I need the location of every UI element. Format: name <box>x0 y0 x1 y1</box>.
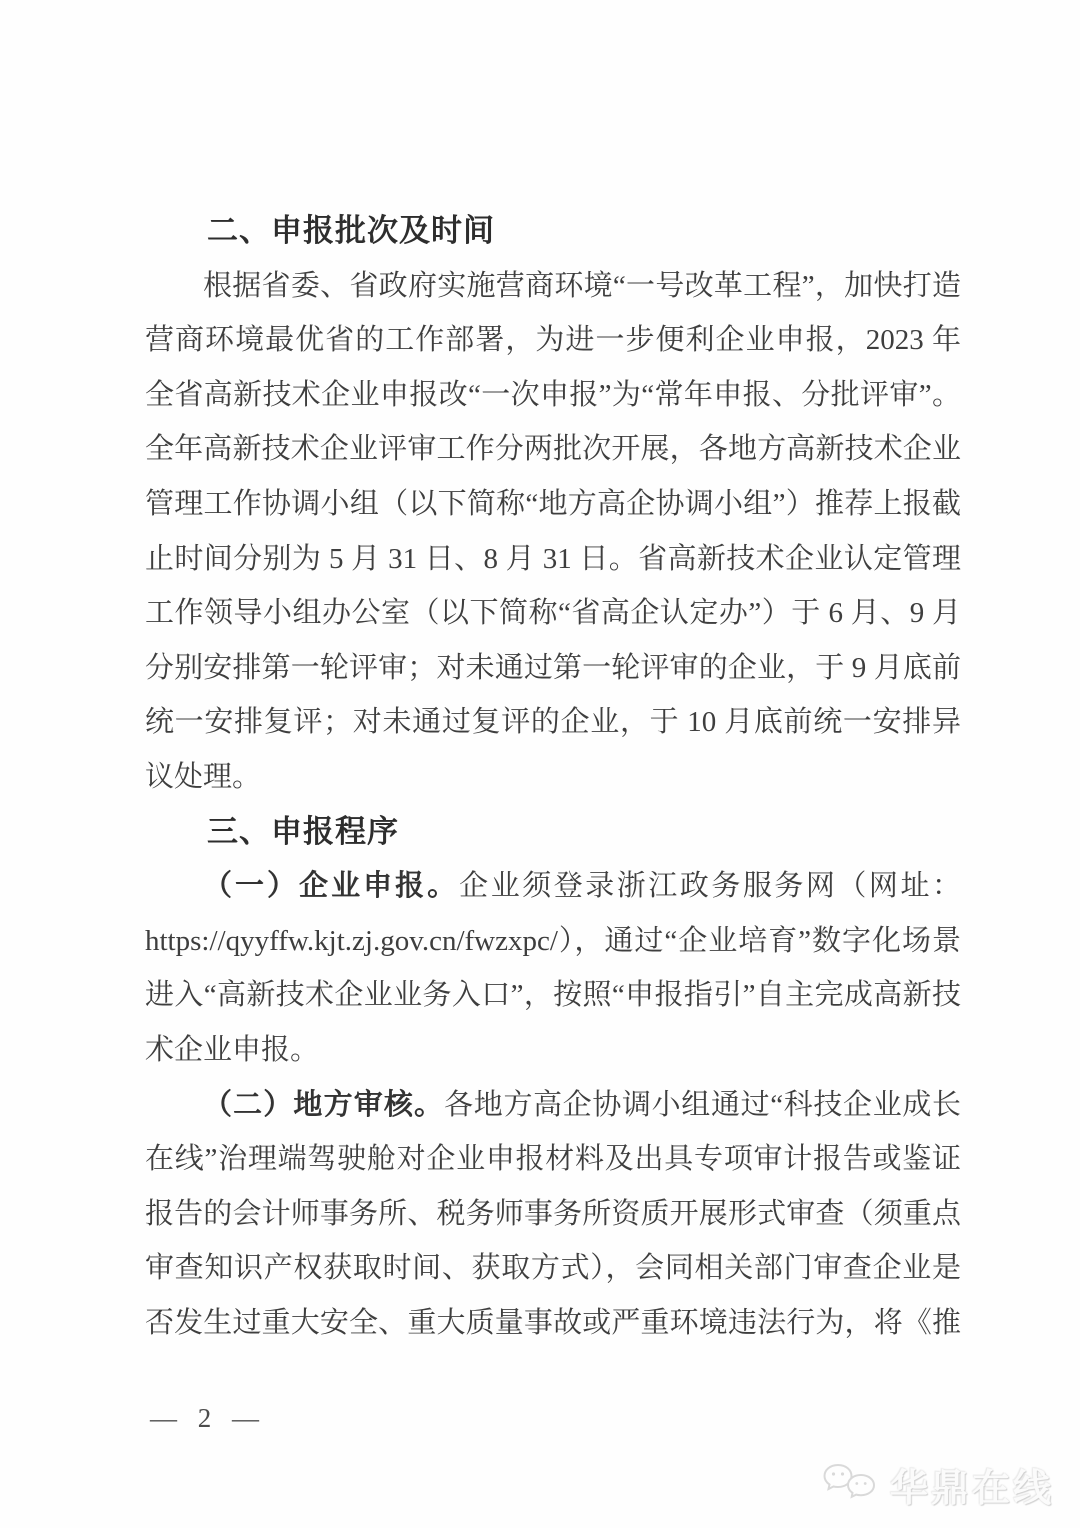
paragraph-line <box>145 859 961 914</box>
wechat-chat-bubbles-icon <box>822 1462 880 1508</box>
watermark <box>822 1457 1054 1512</box>
paragraph-line: 在线”治理端驾驶舱对企业申报材料及出具专项审计报告或鉴证 <box>145 1143 961 1176</box>
paragraph-line: 根据省委、省政府实施营商环境“一号改革工程”，加快打造 <box>203 269 961 302</box>
paragraph-line: 否发生过重大安全、重大质量事故或严重环境违法行为，将《推 <box>145 1306 961 1339</box>
paragraph-line: 术企业申报。 <box>145 1033 320 1066</box>
paragraph-line: 营商环境最优省的工作部署，为进一步便利企业申报，2023 年 <box>145 324 961 357</box>
page-number: — 2 — <box>150 1403 261 1433</box>
paragraph-line: 全省高新技术企业申报改“一次申报”为“常年申报、分批评审”。 <box>145 378 961 411</box>
paragraph-line: 工作领导小组办公室（以下简称“省高企认定办”）于 6 月、9 月 <box>145 597 961 630</box>
section-heading-2: 二、申报批次及时间 <box>207 213 495 248</box>
paragraph-line: 报告的会计师事务所、税务师事务所资质开展形式审查（须重点 <box>145 1197 961 1230</box>
paragraph-line: 议处理。 <box>145 760 262 793</box>
watermark-text: 华鼎在线 <box>889 1468 1054 1510</box>
paragraph-line: 统一安排复评；对未通过复评的企业，于 10 月底前统一安排异 <box>145 706 961 739</box>
paragraph-line-url: https://qyyffw.kjt.zj.gov.cn/fwzxpc/），通过“企业培育”数字化场景 <box>145 924 961 957</box>
paragraph-line: 分别安排第一轮评审；对未通过第一轮评审的企业，于 9 月底前 <box>145 651 961 684</box>
paragraph-line: 全年高新技术企业评审工作分两批次开展，各地方高新技术企业 <box>145 433 961 466</box>
paragraph-line <box>145 1078 961 1133</box>
document-body <box>145 204 961 1350</box>
bold-lead-item-2: （二）地方审核。 <box>203 1088 445 1121</box>
paragraph-line: 止时间分别为 5 月 31 日、8 月 31 日。省高新技术企业认定管理 <box>145 542 961 575</box>
bold-lead-item-1: （一）企业申报。 <box>203 870 460 903</box>
paragraph-line: 审查知识产权获取时间、获取方式），会同相关部门审查企业是 <box>145 1252 961 1285</box>
paragraph-text: 企业须登录浙江政务服务网（网址： <box>459 870 961 903</box>
paragraph-line: 进入“高新技术企业业务入口”，按照“申报指引”自主完成高新技 <box>145 979 961 1012</box>
paragraph-text: 各地方高企协调小组通过“科技企业成长 <box>444 1088 961 1121</box>
paragraph-line: 管理工作协调小组（以下简称“地方高企协调小组”）推荐上报截 <box>145 487 961 520</box>
section-heading-3: 三、申报程序 <box>207 813 399 849</box>
